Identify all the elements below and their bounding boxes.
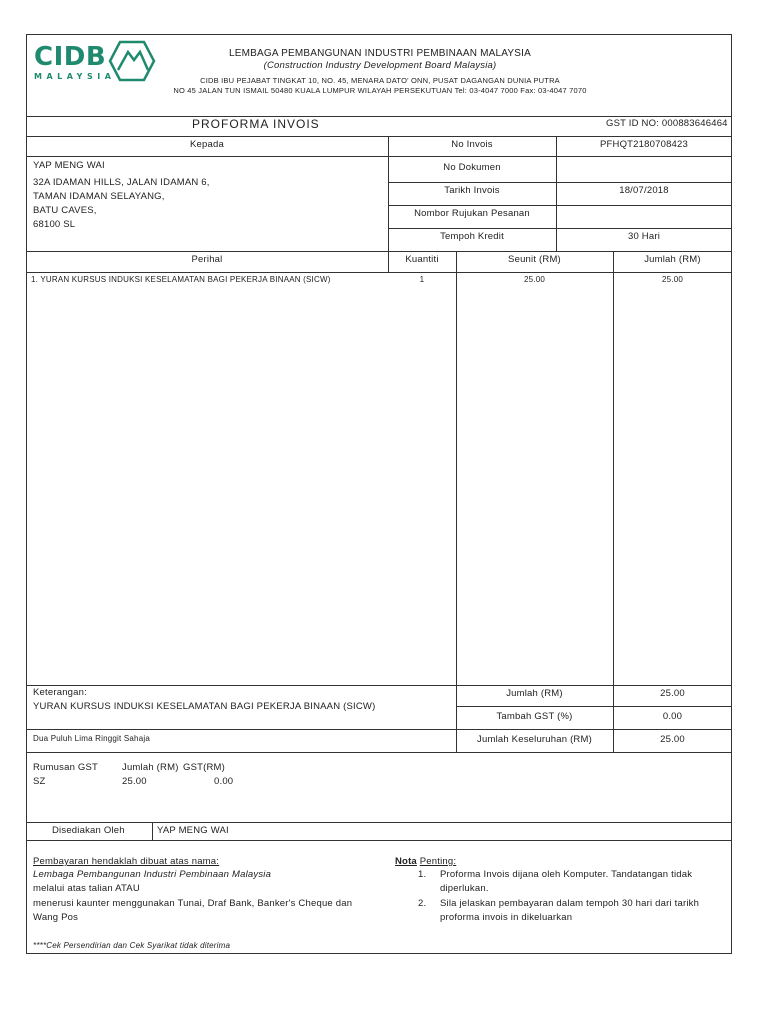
kepada-label: Kepada	[190, 139, 224, 150]
divider	[26, 840, 732, 841]
note-number: 1.	[418, 869, 427, 880]
divider	[613, 251, 614, 752]
customer-address: BATU CAVES,	[33, 205, 97, 216]
payment-payee: Lembaga Pembangunan Industri Pembinaan Malaysia	[33, 869, 272, 880]
notes-nota: Nota	[395, 856, 417, 867]
address-line-2: NO 45 JALAN TUN ISMAIL 50480 KUALA LUMPUR WILAYAH PERSEKUTUAN Tel: 03-4047 7000 Fax: 03-4047 7070	[173, 86, 587, 95]
divider	[457, 706, 732, 707]
field-value-tempoh: 30 Hari	[627, 231, 661, 242]
field-label-tarikh: Tarikh Invois	[444, 185, 500, 196]
org-name-en: (Construction Industry Development Board Malaysia)	[263, 60, 497, 71]
gst-summary-amount: 25.00	[122, 776, 147, 787]
divider	[26, 822, 732, 823]
divider	[26, 752, 732, 753]
customer-address: 32A IDAMAN HILLS, JALAN IDAMAN 6,	[33, 177, 210, 188]
gst-label: Tambah GST (%)	[496, 711, 573, 722]
field-value-no-invois: PFHQT2180708423	[599, 139, 689, 150]
cidb-logo: CIDB	[34, 42, 107, 72]
col-header-jumlah: Jumlah (RM)	[644, 254, 701, 265]
divider	[26, 729, 732, 730]
prepared-by-value: YAP MENG WAI	[157, 825, 229, 836]
note-text: diperlukan.	[440, 883, 489, 894]
divider	[388, 228, 732, 229]
note-text: proforma invois in dikeluarkan	[440, 912, 573, 923]
divider	[388, 182, 732, 183]
invoice-title: PROFORMA INVOIS	[192, 117, 320, 131]
divider	[456, 251, 457, 752]
cidb-logo-subtitle: MALAYSIA	[34, 72, 116, 81]
gst-summary-heading: Rumusan GST	[33, 762, 99, 773]
invoice-frame	[26, 34, 732, 954]
gst-summary-col-amount: Jumlah (RM)	[122, 762, 179, 773]
customer-address: TAMAN IDAMAN SELAYANG,	[33, 191, 165, 202]
payment-footnote: ****Cek Persendirian dan Cek Syarikat tidak diterima	[33, 941, 231, 950]
item-seunit: 25.00	[523, 275, 546, 284]
gst-summary-col-gst: GST(RM)	[183, 762, 226, 773]
customer-address: 68100 SL	[33, 219, 76, 230]
divider	[388, 205, 732, 206]
payment-line: menerusi kaunter menggunakan Tunai, Draf Bank, Banker's Cheque dan	[33, 898, 353, 909]
org-name: LEMBAGA PEMBANGUNAN INDUSTRI PEMBINAAN MALAYSIA	[228, 48, 532, 59]
note-text: Sila jelaskan pembayaran dalam tempoh 30 hari dari tarikh	[440, 898, 700, 909]
jumlah-value: 25.00	[660, 688, 685, 699]
divider	[26, 116, 732, 117]
divider	[26, 685, 732, 686]
prepared-by-label: Disediakan Oleh	[52, 825, 125, 836]
keterangan-value: YURAN KURSUS INDUKSI KESELAMATAN BAGI PEKERJA BINAAN (SICW)	[33, 701, 376, 712]
item-perihal: 1. YURAN KURSUS INDUKSI KESELAMATAN BAGI PEKERJA BINAAN (SICW)	[31, 275, 331, 284]
amount-in-words: Dua Puluh Lima Ringgit Sahaja	[33, 734, 150, 743]
divider	[26, 272, 732, 273]
divider	[26, 251, 732, 252]
gst-value: 0.00	[662, 711, 683, 722]
cidb-logo-mark-icon	[108, 40, 156, 82]
field-label-rujukan: Nombor Rujukan Pesanan	[414, 208, 530, 219]
address-line-1: CIDB IBU PEJABAT TINGKAT 10, NO. 45, MENARA DATO' ONN, PUSAT DAGANGAN DUNIA PUTRA	[200, 76, 560, 85]
divider	[152, 822, 153, 840]
divider	[388, 136, 389, 272]
note-text: Proforma Invois dijana oleh Komputer. Tandatangan tidak	[440, 869, 693, 880]
col-header-perihal: Perihal	[191, 254, 223, 265]
divider	[26, 136, 732, 137]
note-number: 2.	[418, 898, 427, 909]
gst-summary-code: SZ	[33, 776, 46, 787]
jumlah-label: Jumlah (RM)	[506, 688, 563, 699]
total-label: Jumlah Keseluruhan (RM)	[477, 734, 592, 745]
col-header-seunit: Seunit (RM)	[508, 254, 561, 265]
divider	[26, 156, 732, 157]
col-header-kuantiti: Kuantiti	[405, 254, 439, 265]
field-label-no-dokumen: No Dokumen	[443, 162, 501, 173]
gst-summary-gst: 0.00	[214, 776, 234, 787]
field-label-no-invois: No Invois	[451, 139, 493, 150]
field-label-tempoh: Tempoh Kredit	[440, 231, 504, 242]
payment-line: melalui atas talian ATAU	[33, 883, 140, 894]
notes-penting: Penting:	[419, 856, 457, 867]
gst-id: GST ID NO: 000883646464	[606, 118, 728, 129]
payment-heading: Pembayaran hendaklah dibuat atas nama:	[33, 856, 220, 867]
payment-line: Wang Pos	[33, 912, 79, 923]
notes-heading	[395, 856, 456, 868]
item-kuantiti: 1	[419, 275, 425, 284]
keterangan-label: Keterangan:	[33, 687, 87, 698]
item-jumlah: 25.00	[661, 275, 684, 284]
field-value-tarikh: 18/07/2018	[619, 185, 669, 196]
total-value: 25.00	[660, 734, 685, 745]
customer-name: YAP MENG WAI	[33, 160, 105, 171]
